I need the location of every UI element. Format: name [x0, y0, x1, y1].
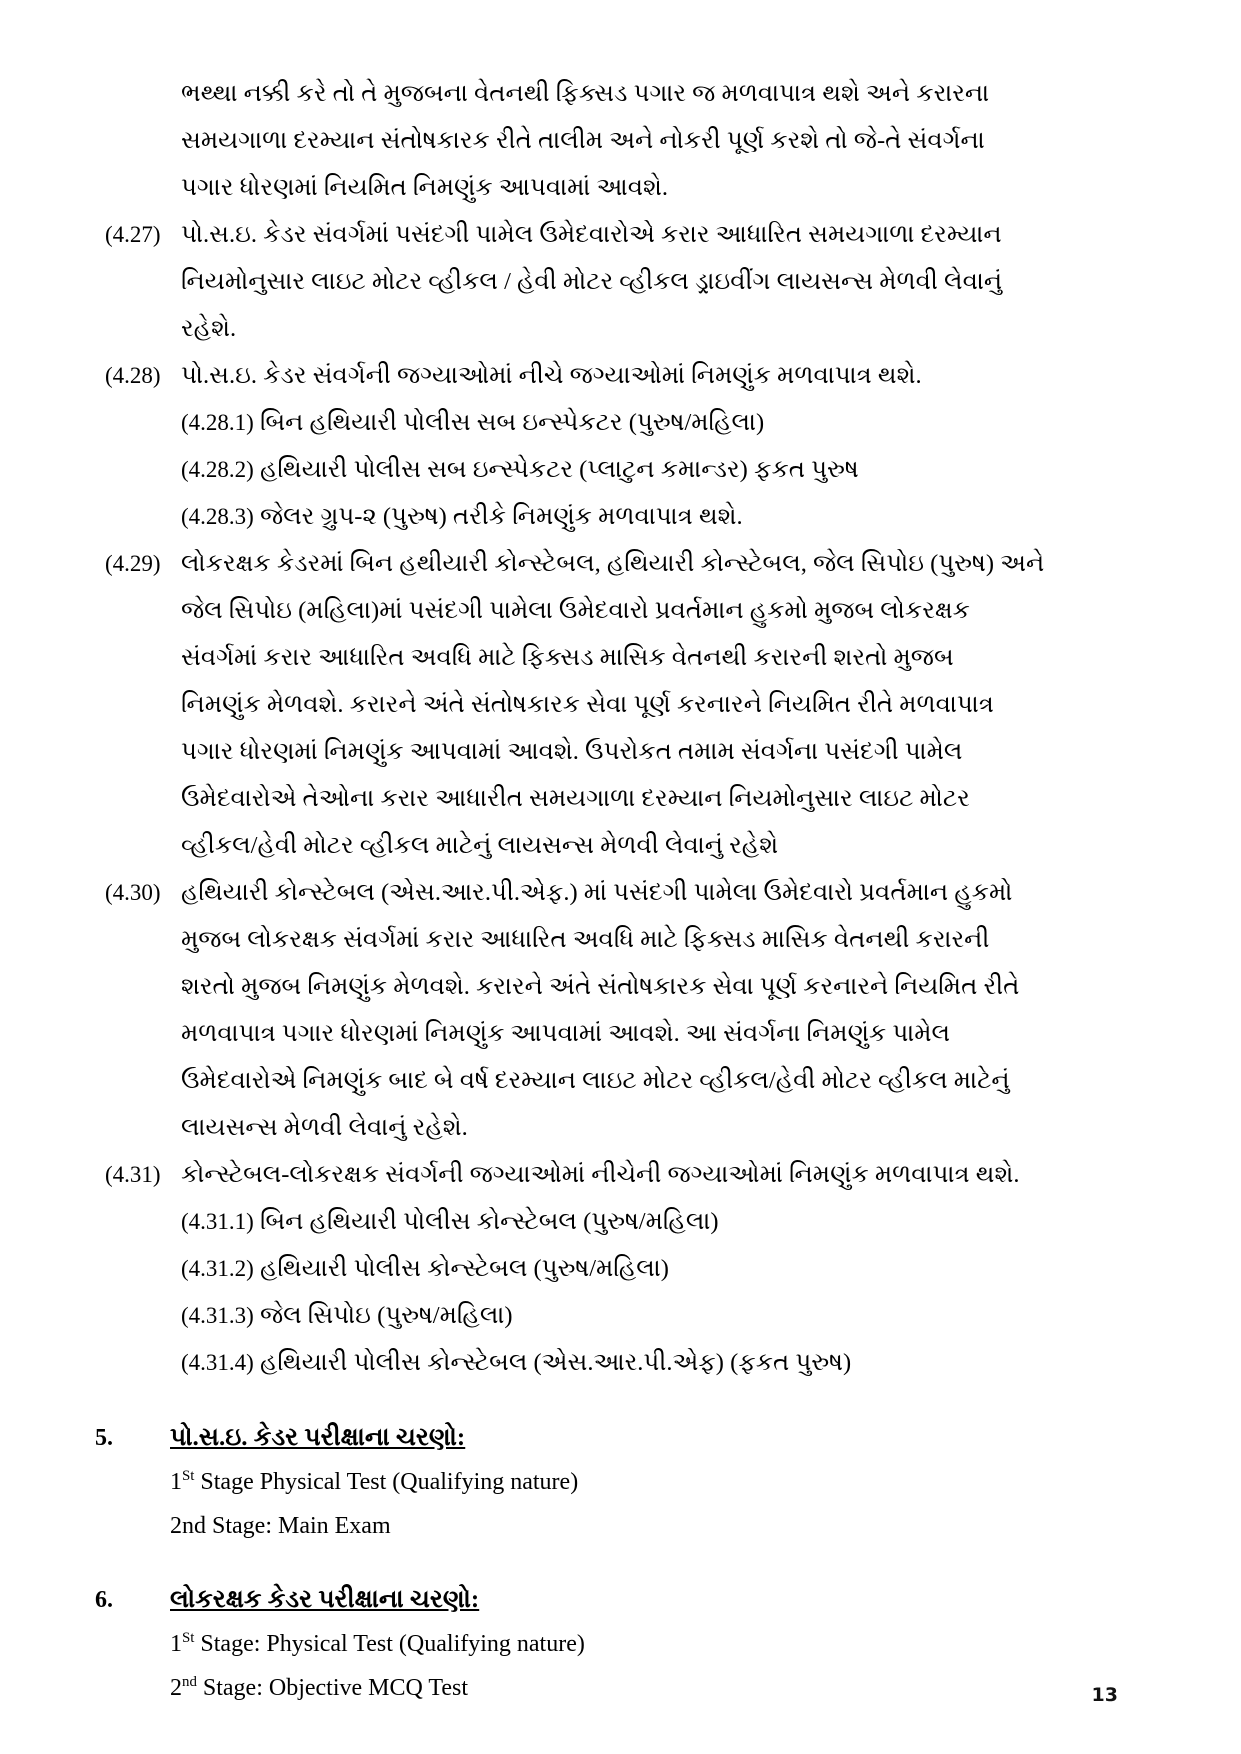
stage-text: Stage Physical Test (Qualifying nature) [194, 1469, 579, 1495]
subitem-number: (4.28.1) [181, 410, 254, 435]
stage-text: Stage: Physical Test (Qualifying nature) [194, 1631, 585, 1657]
clause-subitem [181, 1198, 1121, 1245]
continuation-paragraph [181, 70, 1121, 211]
clause-line: સંવર્ગમાં કરાર આધારિત અવધિ માટે ફિક્સડ માસિક વેતનથી કરારની શરતો મુજબ [181, 644, 954, 671]
clause-line: લાયસન્સ મેળવી લેવાનું રહેશે. [181, 1114, 468, 1141]
clause-line: નિમણુંક મેળવશે. કરારને અંતે સંતોષકારક સેવા પૂર્ણ કરનારને નિયમિત રીતે મળવાપાત્ર [181, 691, 994, 718]
stage-ordinal: 1 [170, 1631, 182, 1657]
section-stage-line [170, 1460, 1121, 1504]
clause-line: કોન્સ્ટેબલ-લોકરક્ષક સંવર્ગની જગ્યાઓમાં નીચેની જગ્યાઓમાં નિમણુંક મળવાપાત્ર થશે. [181, 1161, 1020, 1188]
clause-line: પો.સ.ઇ. કેડર સંવર્ગની જગ્યાઓમાં નીચે જગ્યાઓમાં નિમણુંક મળવાપાત્ર થશે. [181, 362, 922, 389]
section-title: લોકરક્ષક કેડર પરીક્ષાના ચરણો: [170, 1586, 480, 1613]
clause-subitem [181, 446, 1121, 493]
clause-line: રહેશે. [181, 315, 237, 342]
paragraph-line: પગાર ધોરણમાં નિયમિત નિમણુંક આપવામાં આવશે. [181, 174, 668, 201]
clause-line: ઉમેદવારોએ તેઓના કરાર આધારીત સમયગાળા દરમ્યાન નિયમોનુસાર લાઇટ મોટર [181, 785, 970, 812]
subitem-text: હથિયારી પોલીસ કોન્સ્ટેબલ (પુરુષ/મહિલા) [259, 1255, 669, 1282]
stage-ordinal: 2 [170, 1675, 182, 1701]
section-stage-line [170, 1666, 1121, 1710]
clause-4-28 [95, 352, 1121, 399]
stage-ordinal-suffix: nd [182, 1674, 197, 1690]
clause-line: પો.સ.ઇ. કેડર સંવર્ગમાં પસંદગી પામેલ ઉમેદવારોએ કરાર આધારિત સમયગાળા દરમ્યાન [181, 221, 1002, 248]
paragraph-line: ભથ્થા નક્કી કરે તો તે મુજબના વેતનથી ફિક્સડ પગાર જ મળવાપાત્ર થશે અને કરારના [181, 80, 990, 107]
stage-ordinal-suffix: St [182, 1468, 195, 1484]
clause-line: મળવાપાત્ર પગાર ધોરણમાં નિમણુંક આપવામાં આવશે. આ સંવર્ગના નિમણુંક પામેલ [181, 1020, 951, 1047]
stage-text: Stage: Objective MCQ Test [196, 1675, 469, 1701]
section-number: 5. [95, 1425, 113, 1451]
clause-line: નિયમોનુસાર લાઇટ મોટર વ્હીકલ / હેવી મોટર વ્હીકલ ડ્રાઇવીંગ લાયસન્સ મેળવી લેવાનું [181, 268, 1003, 295]
clause-subitem [181, 1292, 1121, 1339]
subitem-number: (4.31.4) [181, 1350, 254, 1375]
clause-body [181, 1151, 1121, 1198]
section-body [170, 1578, 1121, 1710]
subitem-number: (4.31.3) [181, 1303, 254, 1328]
section-5 [95, 1416, 1121, 1548]
subitem-number: (4.31.1) [181, 1209, 254, 1234]
clause-line: જેલ સિપોઇ (મહિલા)માં પસંદગી પામેલા ઉમેદવારો પ્રવર્તમાન હુકમો મુજબ લોકરક્ષક [181, 597, 970, 624]
clause-4-30 [95, 869, 1121, 1151]
clause-subitem [181, 1245, 1121, 1292]
clause-number: (4.30) [105, 880, 161, 905]
stage-ordinal: 1 [170, 1469, 182, 1495]
clause-line: મુજબ લોકરક્ષક સંવર્ગમાં કરાર આધારિત અવધિ માટે ફિક્સડ માસિક વેતનથી કરારની [181, 926, 990, 953]
clause-number: (4.31) [105, 1162, 161, 1187]
clause-4-27 [95, 211, 1121, 352]
subitem-number: (4.31.2) [181, 1256, 254, 1281]
subitem-text: જેલ સિપોઇ (પુરુષ/મહિલા) [259, 1302, 513, 1329]
stage-ordinal: 2nd [170, 1513, 206, 1539]
clause-line: પગાર ધોરણમાં નિમણુંક આપવામાં આવશે. ઉપરોકત તમામ સંવર્ગના પસંદગી પામેલ [181, 738, 963, 765]
clause-body [181, 211, 1121, 352]
clause-subitem [181, 493, 1121, 540]
clause-line: વ્હીકલ/હેવી મોટર વ્હીકલ માટેનું લાયસન્સ મેળવી લેવાનું રહેશે [181, 832, 779, 859]
page-number: 13 [1091, 1684, 1118, 1706]
clause-4-31 [95, 1151, 1121, 1198]
clause-line: લોકરક્ષક કેડરમાં બિન હથીયારી કોન્સ્ટેબલ, હથિયારી કોન્સ્ટેબલ, જેલ સિપોઇ (પુરુષ) અને [181, 550, 1045, 577]
subitem-number: (4.28.3) [181, 504, 254, 529]
subitem-text: હથિયારી પોલીસ સબ ઇન્સ્પેકટર (પ્લાટુન કમાન્ડર) ફકત પુરુષ [259, 456, 859, 483]
subitem-text: બિન હથિયારી પોલીસ સબ ઇન્સ્પેકટર (પુરુષ/મહિલા) [259, 409, 765, 436]
subitem-text: જેલર ગ્રુપ-૨ (પુરુષ) તરીકે નિમણુંક મળવાપાત્ર થશે. [259, 503, 743, 530]
paragraph-line: સમયગાળા દરમ્યાન સંતોષકારક રીતે તાલીમ અને નોકરી પૂર્ણ કરશે તો જે-તે સંવર્ગના [181, 127, 985, 154]
stage-text: Stage: Main Exam [206, 1513, 391, 1539]
section-stage-line [170, 1504, 1121, 1548]
clause-body [181, 540, 1121, 869]
subitem-number: (4.28.2) [181, 457, 254, 482]
clause-subitem [181, 1339, 1121, 1386]
clause-line: હથિયારી કોન્સ્ટેબલ (એસ.આર.પી.એફ.) માં પસંદગી પામેલા ઉમેદવારો પ્રવર્તમાન હુકમો [181, 879, 1013, 906]
subitem-text: બિન હથિયારી પોલીસ કોન્સ્ટેબલ (પુરુષ/મહિલા) [259, 1208, 719, 1235]
clause-body [181, 352, 1121, 399]
section-number: 6. [95, 1587, 113, 1613]
section-stage-line [170, 1622, 1121, 1666]
subitem-text: હથિયારી પોલીસ કોન્સ્ટેબલ (એસ.આર.પી.એફ) (ફકત પુરુષ) [259, 1349, 852, 1376]
clause-body [181, 869, 1121, 1151]
section-title: પો.સ.ઇ. કેડર પરીક્ષાના ચરણો: [170, 1424, 466, 1451]
clause-number: (4.28) [105, 363, 161, 388]
section-6 [95, 1578, 1121, 1710]
clause-4-29 [95, 540, 1121, 869]
clause-line: ઉમેદવારોએ નિમણુંક બાદ બે વર્ષ દરમ્યાન લાઇટ મોટર વ્હીકલ/હેવી મોટર વ્હીકલ માટેનું [181, 1067, 1010, 1094]
clause-line: શરતો મુજબ નિમણુંક મેળવશે. કરારને અંતે સંતોષકારક સેવા પૂર્ણ કરનારને નિયમિત રીતે [181, 973, 1020, 1000]
section-body [170, 1416, 1121, 1548]
stage-ordinal-suffix: St [182, 1630, 195, 1646]
clause-subitem [181, 399, 1121, 446]
clause-number: (4.27) [105, 222, 161, 247]
clause-number: (4.29) [105, 551, 161, 576]
